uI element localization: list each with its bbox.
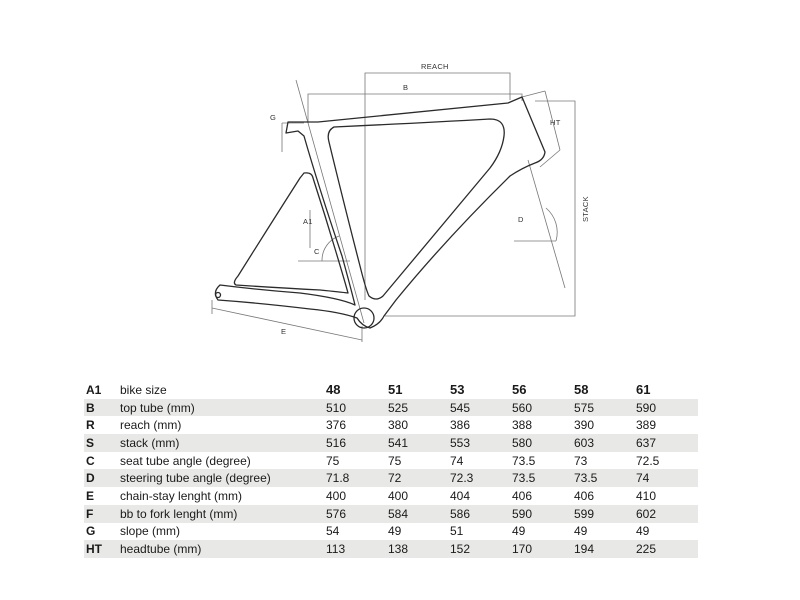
b-label: B: [403, 83, 409, 92]
row-code: B: [84, 399, 120, 417]
value-cell: 71.8: [326, 469, 388, 487]
value-cell: 590: [636, 399, 698, 417]
value-cell: 576: [326, 505, 388, 523]
size-header-cell: 53: [450, 382, 465, 398]
value-cell: 404: [450, 488, 471, 503]
value-cell: 73.5: [574, 469, 636, 487]
value-cell: 406: [574, 488, 595, 503]
table-row: [84, 523, 698, 541]
value-cell: 49: [512, 524, 526, 539]
value-cell: 400: [388, 488, 409, 503]
a1-label: A1: [303, 217, 313, 226]
row-label: chain-stay lenght (mm): [120, 488, 243, 503]
table-row: [84, 505, 698, 523]
value-cell: 75: [326, 453, 340, 468]
value-cell: 49: [388, 524, 402, 539]
value-cell: 586: [450, 505, 512, 523]
row-code: D: [84, 469, 120, 487]
e-label: E: [281, 327, 287, 336]
value-cell: 54: [326, 524, 340, 539]
stack-label: STACK: [581, 196, 590, 222]
size-header-cell: 61: [636, 382, 651, 398]
value-cell: 49: [636, 524, 650, 539]
frame-outline: [215, 97, 545, 328]
value-cell: 390: [574, 418, 595, 433]
value-cell: 560: [512, 399, 574, 417]
geometry-table: [84, 381, 698, 558]
row-label: slope (mm): [120, 524, 181, 539]
geometry-table-body: [84, 381, 698, 558]
row-code: F: [84, 505, 120, 523]
value-cell: 194: [574, 540, 636, 558]
table-row: [84, 487, 698, 505]
value-cell: 599: [574, 505, 636, 523]
value-cell: 545: [450, 399, 512, 417]
value-cell: 603: [574, 434, 636, 452]
row-label: headtube (mm): [120, 540, 326, 558]
table-row: [84, 452, 698, 470]
value-cell: 590: [512, 505, 574, 523]
row-code: R: [86, 418, 95, 433]
value-cell: 376: [326, 418, 347, 433]
value-cell: 380: [388, 418, 409, 433]
table-row: [84, 399, 698, 417]
value-cell: 152: [450, 540, 512, 558]
value-cell: 72.3: [450, 469, 512, 487]
value-cell: 73.5: [512, 453, 536, 468]
row-label: bike size: [120, 382, 167, 397]
value-cell: 516: [326, 434, 388, 452]
value-cell: 584: [388, 505, 450, 523]
value-cell: 386: [450, 418, 471, 433]
size-header-cell: 48: [326, 382, 341, 398]
value-cell: 225: [636, 540, 698, 558]
row-label: reach (mm): [120, 418, 182, 433]
dimension-lines: [212, 73, 575, 342]
table-header-row: [84, 381, 698, 399]
rear-triangle-inner: [234, 173, 348, 293]
table-row: [84, 434, 698, 452]
row-code: S: [84, 434, 120, 452]
d-label: D: [518, 215, 524, 224]
row-label: bb to fork lenght (mm): [120, 505, 326, 523]
row-code: G: [86, 524, 96, 539]
ht-label: HT: [550, 118, 561, 127]
value-cell: 410: [636, 488, 657, 503]
value-cell: 400: [326, 488, 347, 503]
value-cell: 49: [574, 524, 588, 539]
value-cell: 73.5: [512, 469, 574, 487]
value-cell: 406: [512, 488, 533, 503]
row-label: top tube (mm): [120, 399, 326, 417]
row-code: C: [86, 453, 95, 468]
value-cell: 113: [326, 540, 388, 558]
value-cell: 138: [388, 540, 450, 558]
reach-dimension: [365, 73, 510, 300]
g-label: G: [270, 113, 277, 122]
bike-frame: [215, 97, 545, 328]
seat-tube-axis: [296, 80, 364, 323]
table-row: [84, 469, 698, 487]
size-header-cell: 58: [574, 382, 589, 398]
steering-axis: [528, 160, 565, 288]
row-code: HT: [84, 540, 120, 558]
row-code: A1: [86, 382, 102, 397]
row-label: steering tube angle (degree): [120, 469, 326, 487]
value-cell: 510: [326, 399, 388, 417]
value-cell: 580: [512, 434, 574, 452]
value-cell: 75: [388, 453, 402, 468]
value-cell: 541: [388, 434, 450, 452]
value-cell: 637: [636, 434, 698, 452]
value-cell: 51: [450, 524, 464, 539]
value-cell: 553: [450, 434, 512, 452]
table-row: [84, 540, 698, 558]
value-cell: 602: [636, 505, 698, 523]
value-cell: 525: [388, 399, 450, 417]
size-header-cell: 51: [388, 382, 403, 398]
value-cell: 388: [512, 418, 533, 433]
value-cell: 170: [512, 540, 574, 558]
size-header-cell: 56: [512, 382, 527, 398]
row-code: E: [86, 488, 95, 503]
value-cell: 389: [636, 418, 657, 433]
value-cell: 74: [450, 453, 464, 468]
table-row: [84, 416, 698, 434]
row-label: stack (mm): [120, 434, 326, 452]
value-cell: 72: [388, 469, 450, 487]
steering-angle-arc: [546, 208, 557, 241]
value-cell: 72.5: [636, 453, 660, 468]
value-cell: 575: [574, 399, 636, 417]
c-label: C: [314, 247, 320, 256]
ht-dimension-top: [522, 91, 545, 97]
reach-label: REACH: [421, 62, 449, 71]
value-cell: 74: [636, 469, 698, 487]
row-label: seat tube angle (degree): [120, 453, 251, 468]
value-cell: 73: [574, 453, 588, 468]
